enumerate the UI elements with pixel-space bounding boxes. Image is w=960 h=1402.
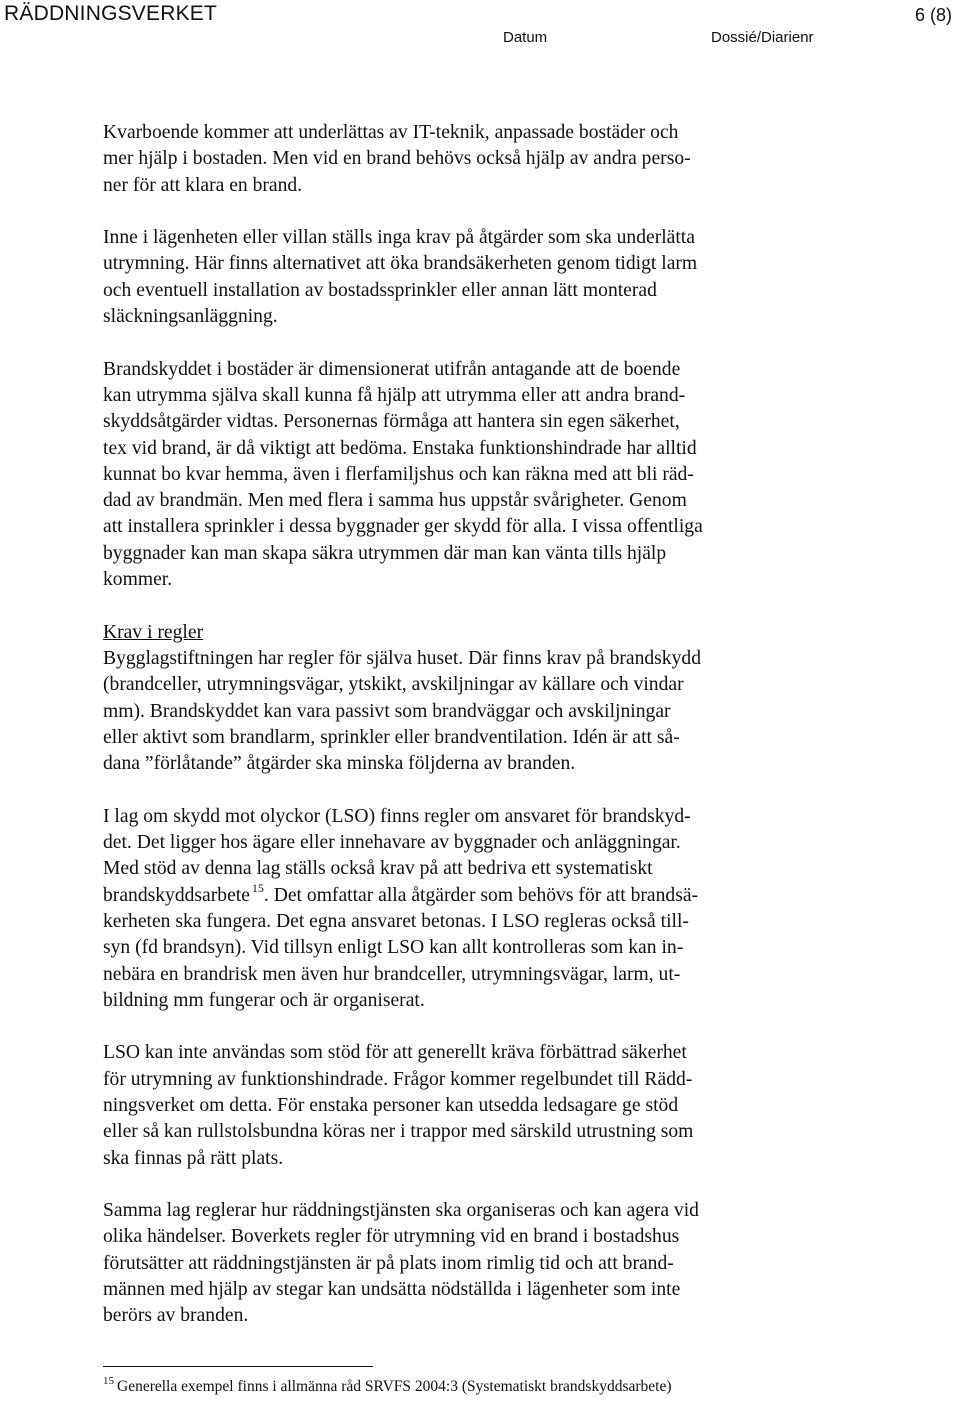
paragraph-3 xyxy=(103,357,803,594)
text-line: det. Det ligger hos ägare eller innehavare av byggnader och anläggningar. xyxy=(103,832,681,854)
text-line: tex vid brand, är då viktigt att bedöma. Enstaka funktionshindrade har alltid xyxy=(103,437,697,459)
text-line: utrymning. Här finns alternativet att öka brandsäkerheten genom tidigt larm xyxy=(103,253,698,275)
footnote-separator xyxy=(103,1366,373,1367)
text-line: Brandskyddet i bostäder är dimensionerat utifrån antagande att de boende xyxy=(103,358,681,380)
text-line: Kvarboende kommer att underlättas av IT-teknik, anpassade bostäder och xyxy=(103,122,679,143)
text-line: kunnat bo kvar hemma, även i flerfamiljshus och kan räkna med att bli räd- xyxy=(103,463,694,485)
text-line: för utrymning av funktionshindrade. Frågor kommer regelbundet till Rädd- xyxy=(103,1068,693,1090)
paragraph-7 xyxy=(103,1198,803,1329)
section-heading xyxy=(103,620,803,646)
text-line: (brandceller, utrymningsvägar, ytskikt, avskiljningar av källare och vindar xyxy=(103,674,684,696)
footnote-mark: 15 xyxy=(103,1375,114,1387)
text-line: Inne i lägenheten eller villan ställs inga krav på åtgärder som ska underlätta xyxy=(103,227,695,249)
text-line: nebära en brandrisk men även hur brandceller, utrymningsvägar, larm, ut- xyxy=(103,963,681,985)
text-line: förutsätter att räddningstjänsten är på plats inom rimlig tid och att brand- xyxy=(103,1252,674,1274)
dossier-label: Dossié/Diarienr xyxy=(711,29,814,46)
text-line: männen med hjälp av stegar kan undsätta nödställda i lägenheter som inte xyxy=(103,1279,681,1301)
section-krav-i-regler xyxy=(103,620,803,778)
text-line: eller aktivt som brandlarm, sprinkler eller brandventilation. Idén är att så- xyxy=(103,726,680,748)
paragraph-1 xyxy=(103,120,803,199)
text-line: skyddsåtgärder vidtas. Personernas förmåga att hantera sin egen säkerhet, xyxy=(103,411,680,433)
text-line: eller så kan rullstolsbundna köras ner i trappor med särskild utrustning som xyxy=(103,1121,694,1143)
paragraph-5 xyxy=(103,804,803,1014)
text-line-with-footnote xyxy=(103,880,803,909)
text-line: släckningsanläggning. xyxy=(103,306,278,328)
document-body xyxy=(103,120,803,1356)
text-line: dad av brandmän. Men med flera i samma hus uppstår svårigheter. Genom xyxy=(103,490,687,512)
text-line: kan utrymma själva skall kunna få hjälp att utrymma eller att andra brand- xyxy=(103,384,686,406)
text-line: och eventuell installation av bostadssprinkler eller annan lätt monterad xyxy=(103,279,657,301)
text-line: Samma lag reglerar hur räddningstjänsten ska organiseras och kan agera vid xyxy=(103,1200,699,1222)
text-line: ska finnas på rätt plats. xyxy=(103,1147,284,1169)
footnote-text: Generella exempel finns i allmänna råd SRVFS 2004:3 (Systematiskt brandskyddsarbete) xyxy=(117,1378,672,1395)
text-line: olika händelser. Boverkets regler för utrymning vid en brand i bostadshus xyxy=(103,1226,680,1248)
text-line: bildning mm fungerar och är organiserat. xyxy=(103,989,425,1011)
text-line: ner för att klara en brand. xyxy=(103,174,303,196)
text-fragment: . Det omfattar alla åtgärder som behövs för att brandsä- xyxy=(263,884,699,906)
text-line: dana ”förlåtande” åtgärder ska minska följderna av branden. xyxy=(103,753,576,775)
page-number: 6 (8) xyxy=(914,5,952,25)
text-line: byggnader kan man skapa säkra utrymmen där man kan vänta tills hjälp xyxy=(103,542,667,564)
paragraph-6 xyxy=(103,1040,803,1171)
footnote-reference[interactable]: 15 xyxy=(251,880,264,895)
text-line: mer hjälp i bostaden. Men vid en brand behövs också hjälp av andra perso- xyxy=(103,148,691,170)
text-line: kerheten ska fungera. Det egna ansvaret betonas. I LSO regleras också till- xyxy=(103,910,689,932)
text-line: syn (fd brandsyn). Vid tillsyn enligt LSO kan allt kontrolleras som kan in- xyxy=(103,937,684,959)
text-line: mm). Brandskyddet kan vara passivt som brandväggar och avskiljningar xyxy=(103,700,671,722)
footnote xyxy=(103,1375,672,1396)
text-line: Med stöd av denna lag ställs också krav på att bedriva ett systematiskt xyxy=(103,858,653,880)
paragraph-2 xyxy=(103,225,803,330)
text-line: ningsverket om detta. För enstaka personer kan utsedda ledsagare ge stöd xyxy=(103,1094,679,1116)
organization-name: RÄDDNINGSVERKET xyxy=(4,2,218,25)
text-line: LSO kan inte användas som stöd för att generellt kräva förbättrad säkerhet xyxy=(103,1042,687,1064)
heading-text: Krav i regler xyxy=(103,621,204,643)
text-line: kommer. xyxy=(103,569,173,591)
text-fragment: brandskyddsarbete xyxy=(103,884,250,906)
paragraph-4 xyxy=(103,646,803,777)
text-line: I lag om skydd mot olyckor (LSO) finns regler om ansvaret för brandskyd- xyxy=(103,805,691,827)
text-line: berörs av branden. xyxy=(103,1305,249,1327)
text-line: Bygglagstiftningen har regler för själva huset. Där finns krav på brandskydd xyxy=(103,647,701,669)
text-line: att installera sprinkler i dessa byggnader ger skydd för alla. I vissa offentliga xyxy=(103,516,703,538)
date-label: Datum xyxy=(503,29,548,46)
